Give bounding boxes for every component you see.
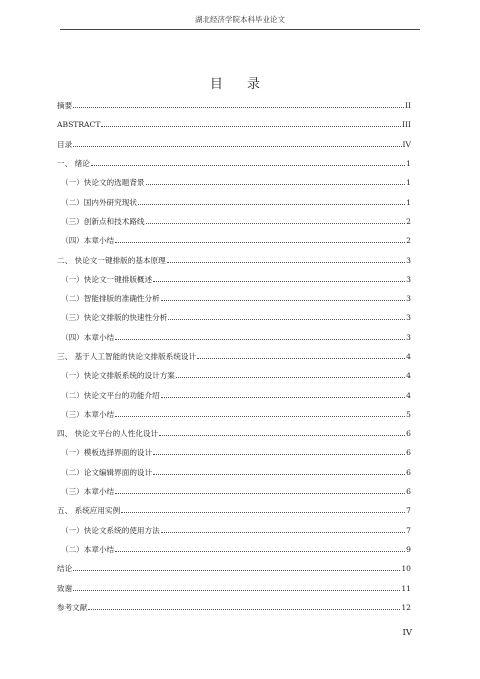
toc-entry[interactable] xyxy=(57,154,411,173)
toc-leader-dots xyxy=(153,454,405,455)
toc-entry-page: 5 xyxy=(406,409,411,419)
toc-entry-label: （一）快论文一键排版概述 xyxy=(61,274,153,284)
toc-entry[interactable] xyxy=(57,501,411,520)
toc-entry-label: （二）国内外研究现状 xyxy=(61,197,137,207)
toc-leader-dots xyxy=(121,512,405,513)
toc-entry-page: 6 xyxy=(406,448,411,458)
toc-entry[interactable] xyxy=(57,366,411,385)
toc-title: 目 录 xyxy=(209,77,271,92)
toc-leader-dots xyxy=(115,339,405,340)
toc-entry-label: 一、 绪论 xyxy=(57,159,90,169)
toc-entry[interactable] xyxy=(57,192,411,211)
toc-entry-page: 1 xyxy=(406,197,411,207)
toc-entry-page: 3 xyxy=(406,274,411,284)
toc-entry-label: （一）快论文排版系统的设计方案 xyxy=(61,371,175,381)
toc-entry-page: 7 xyxy=(406,525,411,535)
toc-entry[interactable] xyxy=(57,231,411,250)
toc-entry-label: （一）快论文系统的使用方法 xyxy=(61,525,160,535)
toc-entry-label: （三）快论文排版的快速性分析 xyxy=(61,313,168,323)
toc-leader-dots xyxy=(73,146,401,147)
toc-entry[interactable] xyxy=(57,308,411,327)
toc-entry-label: （三）本章小结 xyxy=(61,409,115,419)
toc-leader-dots xyxy=(146,223,406,224)
toc-entry[interactable] xyxy=(57,540,411,559)
toc-entry[interactable] xyxy=(57,578,411,597)
toc-entry-page: 10 xyxy=(401,564,411,574)
toc-entry[interactable] xyxy=(57,115,411,134)
toc-leader-dots xyxy=(73,570,400,571)
toc-entry[interactable] xyxy=(57,250,411,269)
toc-leader-dots xyxy=(115,416,405,417)
toc-entry-page: 3 xyxy=(406,294,411,304)
toc-entry-label: ABSTRACT xyxy=(57,120,101,130)
toc-entry-label: （一）模板选择界面的设计 xyxy=(61,448,153,458)
table-of-contents xyxy=(57,96,411,617)
toc-entry-page: 3 xyxy=(406,255,411,265)
toc-entry-label: （二）本章小结 xyxy=(61,544,115,554)
toc-entry-page: III xyxy=(402,120,411,130)
toc-entry[interactable] xyxy=(57,559,411,578)
toc-entry-page: 3 xyxy=(406,313,411,323)
toc-entry-label: 目录 xyxy=(57,139,73,149)
toc-entry[interactable] xyxy=(57,598,411,617)
toc-entry[interactable] xyxy=(57,96,411,115)
toc-leader-dots xyxy=(153,281,405,282)
toc-entry[interactable] xyxy=(57,482,411,501)
toc-entry[interactable] xyxy=(57,270,411,289)
toc-entry-label: 参考文献 xyxy=(57,602,88,612)
toc-entry[interactable] xyxy=(57,424,411,443)
toc-leader-dots xyxy=(168,319,405,320)
toc-leader-dots xyxy=(159,435,405,436)
toc-entry[interactable] xyxy=(57,521,411,540)
toc-entry[interactable] xyxy=(57,328,411,347)
toc-leader-dots xyxy=(197,358,405,359)
toc-entry-page: 2 xyxy=(406,236,411,246)
toc-entry[interactable] xyxy=(57,289,411,308)
toc-leader-dots xyxy=(88,609,400,610)
toc-entry-label: （二）快论文平台的功能介绍 xyxy=(61,390,160,400)
toc-entry-label: 结论 xyxy=(57,564,73,574)
page-number: IV xyxy=(402,628,412,638)
toc-entry-label: （四）本章小结 xyxy=(61,236,115,246)
toc-leader-dots xyxy=(161,532,405,533)
toc-entry[interactable] xyxy=(57,443,411,462)
toc-entry-page: 3 xyxy=(406,332,411,342)
toc-entry-page: 2 xyxy=(406,216,411,226)
toc-entry-label: （四）本章小结 xyxy=(61,332,115,342)
toc-entry-page: 4 xyxy=(406,371,411,381)
toc-entry-page: 7 xyxy=(406,506,411,516)
toc-leader-dots xyxy=(73,590,400,591)
toc-entry-page: 11 xyxy=(401,583,411,593)
toc-entry[interactable] xyxy=(57,385,411,404)
toc-entry-page: 1 xyxy=(406,159,411,169)
toc-entry-page: 6 xyxy=(406,467,411,477)
toc-entry-label: 二、 快论文一键排版的基本原理 xyxy=(57,255,166,265)
toc-entry-label: （一）快论文的选题背景 xyxy=(61,178,145,188)
toc-leader-dots xyxy=(101,126,401,127)
toc-entry-page: 12 xyxy=(401,602,411,612)
toc-leader-dots xyxy=(138,204,405,205)
toc-entry-page: 4 xyxy=(406,390,411,400)
toc-entry-page: 4 xyxy=(406,352,411,361)
toc-leader-dots xyxy=(115,242,405,243)
toc-entry[interactable] xyxy=(57,347,411,366)
toc-entry-label: （二）智能排版的准确性分析 xyxy=(61,294,160,304)
toc-entry-page: 1 xyxy=(406,178,411,188)
toc-leader-dots xyxy=(161,397,405,398)
toc-leader-dots xyxy=(146,184,406,185)
toc-entry-label: 致谢 xyxy=(57,583,73,593)
toc-entry-page: 6 xyxy=(406,429,411,439)
toc-entry-label: 摘要 xyxy=(57,101,73,111)
toc-entry-label: 五、 系统应用实例 xyxy=(57,506,121,516)
toc-leader-dots xyxy=(91,165,405,166)
toc-entry-page: 9 xyxy=(406,544,411,554)
toc-entry[interactable] xyxy=(57,463,411,482)
toc-entry-label: （三）创新点和技术路线 xyxy=(61,216,145,226)
toc-leader-dots xyxy=(161,300,405,301)
toc-entry[interactable] xyxy=(57,212,411,231)
toc-entry[interactable] xyxy=(57,135,411,154)
toc-entry-page: 6 xyxy=(406,487,411,497)
toc-entry-page: II xyxy=(405,101,411,111)
toc-entry-label: 三、 基于人工智能的快论文排版系统设计 xyxy=(57,352,197,361)
toc-leader-dots xyxy=(115,551,405,552)
toc-entry[interactable] xyxy=(57,405,411,424)
toc-leader-dots xyxy=(176,377,405,378)
toc-leader-dots xyxy=(73,107,404,108)
toc-entry[interactable] xyxy=(57,173,411,192)
toc-entry-page: IV xyxy=(402,139,411,149)
toc-entry-label: （二）论文编辑界面的设计 xyxy=(61,467,153,477)
toc-leader-dots xyxy=(167,262,405,263)
toc-entry-label: 四、 快论文平台的人性化设计 xyxy=(57,429,159,439)
toc-leader-dots xyxy=(153,474,405,475)
page-header: 湖北经济学院本科毕业论文 xyxy=(60,14,420,30)
toc-entry-label: （三）本章小结 xyxy=(61,487,115,497)
toc-leader-dots xyxy=(115,493,405,494)
